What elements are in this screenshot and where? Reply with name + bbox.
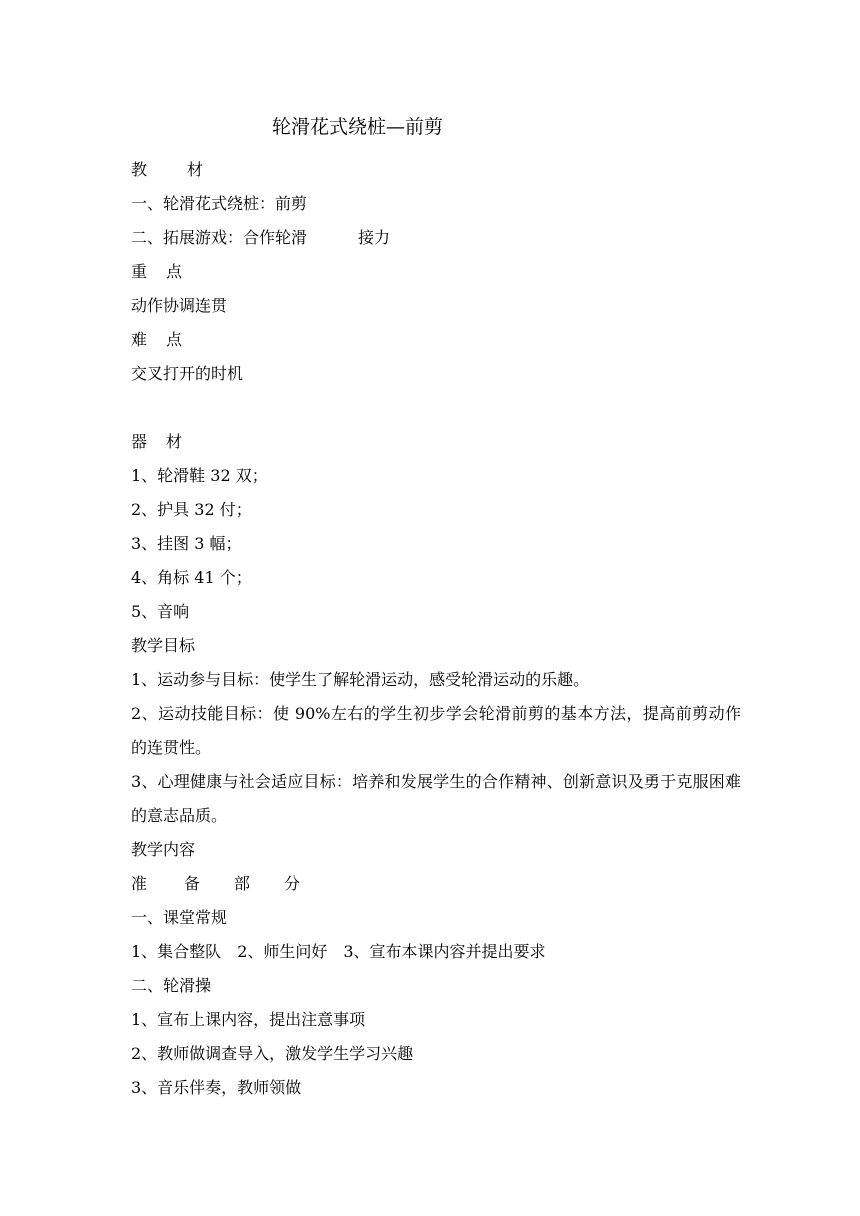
list-item — [131, 221, 741, 255]
list-item: 2、运动技能目标：使 90%左右的学生初步学会轮滑前剪的基本方法，提高前剪动作的连贯性。 — [131, 704, 741, 757]
list-item: 1、宣布上课内容，提出注意事项 — [131, 1010, 366, 1029]
document-body — [131, 153, 741, 1105]
list-item: 3、音乐伴奏，教师领做 — [131, 1078, 302, 1097]
heading-char: 材 — [166, 432, 183, 451]
heading-char: 材 — [187, 160, 204, 179]
list-item-text: 接力 — [358, 228, 391, 247]
blank-line — [131, 391, 741, 425]
heading-char: 分 — [284, 874, 301, 893]
heading-char: 点 — [166, 330, 183, 349]
list-item: 一、轮滑花式绕桩：前剪 — [131, 194, 308, 213]
list-item: 2、教师做调查导入，激发学生学习兴趣 — [131, 1044, 414, 1063]
section-heading-content: 教学内容 — [131, 840, 196, 859]
list-item: 4、角标 41 个； — [131, 568, 252, 587]
exercise-heading: 二、轮滑操 — [131, 976, 212, 995]
section-heading-equipment — [131, 425, 741, 459]
list-item: 3、心理健康与社会适应目标：培养和发展学生的合作精神、创新意识及勇于克服困难的意志品质。 — [131, 772, 741, 825]
difficulty-text: 交叉打开的时机 — [131, 364, 244, 383]
section-heading-key-point — [131, 255, 741, 289]
heading-char: 备 — [184, 874, 201, 893]
routine-heading: 一、课堂常规 — [131, 908, 228, 927]
list-item: 3、挂图 3 幅； — [131, 534, 242, 553]
heading-char: 准 — [131, 874, 148, 893]
section-heading-difficulty — [131, 323, 741, 357]
heading-char: 难 — [131, 330, 148, 349]
key-point-text: 动作协调连贯 — [131, 296, 228, 315]
list-item-text: 3、宣布本课内容并提出要求 — [343, 942, 546, 961]
section-heading-objectives: 教学目标 — [131, 636, 196, 655]
routine-items — [131, 935, 741, 969]
heading-char: 部 — [234, 874, 251, 893]
list-item: 1、轮滑鞋 32 双； — [131, 466, 268, 485]
list-item: 5、音响 — [131, 602, 190, 621]
list-item-text: 二、拓展游戏：合作轮滑 — [131, 228, 308, 247]
heading-char: 点 — [166, 262, 183, 281]
heading-char: 重 — [131, 262, 148, 281]
document-title: 轮滑花式绕桩—前剪 — [272, 116, 444, 138]
list-item-text: 2、师生问好 — [237, 942, 328, 961]
prep-part-heading — [131, 867, 741, 901]
heading-char: 器 — [131, 432, 148, 451]
list-item: 2、护具 32 付； — [131, 500, 252, 519]
list-item: 1、运动参与目标：使学生了解轮滑运动，感受轮滑运动的乐趣。 — [131, 670, 590, 689]
section-heading-teaching-material — [131, 153, 741, 187]
heading-char: 教 — [131, 160, 148, 179]
list-item-text: 1、集合整队 — [131, 942, 222, 961]
